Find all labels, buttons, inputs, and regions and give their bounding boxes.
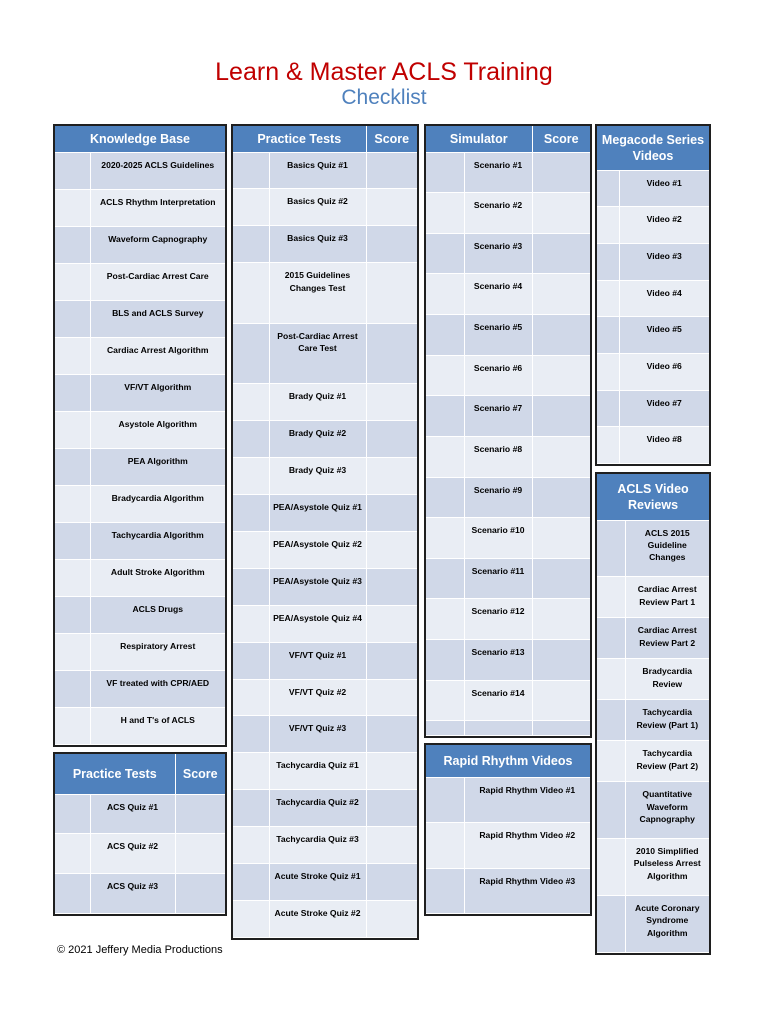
score-cell[interactable] (532, 721, 590, 736)
checklist-row (426, 777, 590, 823)
checkbox-cell[interactable] (55, 448, 90, 485)
simulator-table (426, 126, 590, 736)
simulator-score-heading: Score (532, 126, 590, 152)
item-label: Rapid Rhythm Video #1 (464, 777, 590, 823)
item-label: Rapid Rhythm Video #2 (464, 823, 590, 869)
score-cell[interactable] (532, 640, 590, 681)
item-label: Scenario #3 (464, 233, 532, 274)
checklist-row (597, 243, 709, 280)
score-cell[interactable] (532, 193, 590, 234)
checklist-row (55, 337, 225, 374)
item-label: Respiratory Arrest (90, 633, 225, 670)
score-cell[interactable] (532, 315, 590, 356)
item-label: PEA/Asystole Quiz #4 (269, 605, 366, 642)
checklist-row (597, 353, 709, 390)
checkbox-cell[interactable] (55, 522, 90, 559)
checkbox-cell[interactable] (233, 753, 269, 790)
checkbox-cell[interactable] (597, 427, 619, 464)
item-label: PEA/Asystole Quiz #2 (269, 531, 366, 568)
checklist-row (426, 436, 590, 477)
score-cell[interactable] (532, 680, 590, 721)
item-label: Cardiac Arrest Review Part 1 (625, 577, 709, 618)
checkbox-cell[interactable] (426, 599, 464, 640)
item-label: Video #2 (619, 207, 709, 244)
checkbox-cell[interactable] (426, 680, 464, 721)
item-label: Scenario #4 (464, 274, 532, 315)
acs-practice-tests-heading: Practice Tests (55, 754, 175, 794)
rapid-rhythm-table (426, 745, 590, 914)
item-label: Tachycardia Quiz #2 (269, 790, 366, 827)
item-label: Post-Cardiac Arrest Care (90, 263, 225, 300)
checklist-row (55, 300, 225, 337)
rapid-rhythm-panel (424, 743, 592, 916)
checkbox-cell[interactable] (426, 233, 464, 274)
checkbox-cell[interactable] (597, 170, 619, 207)
item-label: Scenario #12 (464, 599, 532, 640)
item-label: Scenario #10 (464, 518, 532, 559)
checkbox-cell[interactable] (233, 605, 269, 642)
checkbox-cell[interactable] (55, 485, 90, 522)
score-cell[interactable] (366, 679, 417, 716)
checklist-row (233, 323, 417, 384)
checkbox-cell[interactable] (426, 721, 464, 736)
item-label: ACLS Rhythm Interpretation (90, 189, 225, 226)
checkbox-cell[interactable] (597, 782, 625, 839)
item-label: ACLS 2015 Guideline Changes (625, 520, 709, 577)
checkbox-cell[interactable] (55, 374, 90, 411)
checklist-row (55, 707, 225, 744)
item-label: Acute Coronary Syndrome Algorithm (625, 895, 709, 952)
checkbox-cell[interactable] (426, 436, 464, 477)
checkbox-cell[interactable] (55, 411, 90, 448)
megacode-heading: Megacode Series Videos (597, 126, 709, 170)
item-label: Tachycardia Algorithm (90, 522, 225, 559)
item-label: Video #8 (619, 427, 709, 464)
item-label: Scenario #13 (464, 640, 532, 681)
item-label: Post-Cardiac Arrest Care Test (269, 323, 366, 384)
checklist-row (426, 193, 590, 234)
checklist-row (233, 790, 417, 827)
checklist-row (233, 753, 417, 790)
item-label: Brady Quiz #3 (269, 458, 366, 495)
score-cell[interactable] (366, 605, 417, 642)
checklist-row (597, 427, 709, 464)
acs-practice-tests-table (55, 754, 225, 914)
checklist-row (426, 477, 590, 518)
checklist-row (597, 895, 709, 952)
checkbox-cell[interactable] (233, 263, 269, 324)
checklist-row (55, 189, 225, 226)
checkbox-cell[interactable] (597, 577, 625, 618)
item-label: VF/VT Quiz #3 (269, 716, 366, 753)
item-label (464, 721, 532, 736)
score-cell[interactable] (532, 152, 590, 193)
item-label: Bradycardia Review (625, 659, 709, 700)
checklist-row (597, 577, 709, 618)
checkbox-cell[interactable] (233, 384, 269, 421)
item-label: PEA/Asystole Quiz #3 (269, 568, 366, 605)
item-label: ACS Quiz #1 (90, 794, 175, 834)
checklist-row (597, 782, 709, 839)
acs-score-heading: Score (175, 754, 225, 794)
checkbox-cell[interactable] (233, 716, 269, 753)
checkbox-cell[interactable] (233, 152, 269, 189)
checklist-row (597, 659, 709, 700)
item-label: Quantitative Waveform Capnography (625, 782, 709, 839)
checklist-row (233, 642, 417, 679)
checkbox-cell[interactable] (597, 700, 625, 741)
checklist-row (426, 823, 590, 869)
item-label: Brady Quiz #2 (269, 421, 366, 458)
checkbox-cell[interactable] (55, 152, 90, 189)
item-label: Scenario #14 (464, 680, 532, 721)
score-cell[interactable] (532, 477, 590, 518)
checklist-row (233, 827, 417, 864)
checkbox-cell[interactable] (426, 777, 464, 823)
checkbox-cell[interactable] (597, 895, 625, 952)
item-label: Adult Stroke Algorithm (90, 559, 225, 596)
item-label: H and T's of ACLS (90, 707, 225, 744)
checklist-row (55, 559, 225, 596)
item-label: ACS Quiz #2 (90, 834, 175, 874)
checkbox-cell[interactable] (426, 396, 464, 437)
item-label: 2020-2025 ACLS Guidelines (90, 152, 225, 189)
score-cell[interactable] (366, 642, 417, 679)
checkbox-cell[interactable] (55, 337, 90, 374)
score-cell[interactable] (366, 790, 417, 827)
checklist-row (233, 864, 417, 901)
item-label: Bradycardia Algorithm (90, 485, 225, 522)
checkbox-cell[interactable] (597, 243, 619, 280)
checklist-row (597, 839, 709, 896)
checklist-row (233, 605, 417, 642)
checklist-row (55, 263, 225, 300)
checkbox-cell[interactable] (233, 679, 269, 716)
checklist-row (55, 834, 225, 874)
checkbox-cell[interactable] (426, 558, 464, 599)
checkbox-cell[interactable] (233, 495, 269, 532)
checkbox-cell[interactable] (55, 874, 90, 914)
checkbox-cell[interactable] (233, 226, 269, 263)
score-cell[interactable] (366, 495, 417, 532)
checklist-row (55, 411, 225, 448)
checklist-row (597, 741, 709, 782)
checklist-row (55, 522, 225, 559)
checkbox-cell[interactable] (55, 263, 90, 300)
checklist-row (426, 599, 590, 640)
checkbox-cell[interactable] (426, 868, 464, 914)
checkbox-cell[interactable] (426, 193, 464, 234)
checkbox-cell[interactable] (426, 477, 464, 518)
checklist-row (233, 152, 417, 189)
checkbox-cell[interactable] (426, 152, 464, 193)
checkbox-cell[interactable] (233, 458, 269, 495)
acs-practice-tests-panel (53, 752, 227, 916)
checkbox-cell[interactable] (597, 741, 625, 782)
score-cell[interactable] (366, 900, 417, 937)
checklist-row (426, 518, 590, 559)
item-label: ACS Quiz #3 (90, 874, 175, 914)
checklist-row (426, 558, 590, 599)
checklist-row (597, 207, 709, 244)
checkbox-cell[interactable] (597, 520, 625, 577)
checklist-row (233, 263, 417, 324)
checklist-row (597, 520, 709, 577)
score-cell[interactable] (366, 753, 417, 790)
checklist-row (597, 170, 709, 207)
checkbox-cell[interactable] (55, 834, 90, 874)
score-cell[interactable] (366, 827, 417, 864)
score-cell[interactable] (366, 263, 417, 324)
item-label: Scenario #5 (464, 315, 532, 356)
megacode-panel (595, 124, 711, 466)
checkbox-cell[interactable] (55, 670, 90, 707)
item-label: Cardiac Arrest Review Part 2 (625, 618, 709, 659)
knowledge-base-heading: Knowledge Base (55, 126, 225, 152)
item-label: Video #6 (619, 353, 709, 390)
score-cell[interactable] (532, 355, 590, 396)
checklist-row (55, 794, 225, 834)
checklist-row (233, 421, 417, 458)
item-label: Tachycardia Quiz #3 (269, 827, 366, 864)
score-cell[interactable] (366, 421, 417, 458)
checkbox-cell[interactable] (426, 274, 464, 315)
checkbox-cell[interactable] (597, 280, 619, 317)
checkbox-cell[interactable] (55, 633, 90, 670)
checklist-row (55, 596, 225, 633)
checkbox-cell[interactable] (55, 300, 90, 337)
practice-tests-panel (231, 124, 419, 940)
checklist-row (233, 458, 417, 495)
score-cell[interactable] (532, 518, 590, 559)
checklist-row (426, 274, 590, 315)
item-label: ACLS Drugs (90, 596, 225, 633)
checkbox-cell[interactable] (55, 794, 90, 834)
item-label: Video #7 (619, 390, 709, 427)
checkbox-cell[interactable] (233, 421, 269, 458)
checklist-row (55, 485, 225, 522)
checkbox-cell[interactable] (597, 839, 625, 896)
checkbox-cell[interactable] (233, 323, 269, 384)
item-label: Acute Stroke Quiz #1 (269, 864, 366, 901)
checklist-row (55, 226, 225, 263)
item-label: Basics Quiz #2 (269, 189, 366, 226)
checklist-row (426, 680, 590, 721)
video-reviews-table (597, 474, 709, 953)
checklist-row (426, 355, 590, 396)
score-cell[interactable] (366, 864, 417, 901)
checkbox-cell[interactable] (426, 823, 464, 869)
simulator-panel (424, 124, 592, 738)
simulator-heading: Simulator (426, 126, 532, 152)
score-cell[interactable] (366, 152, 417, 189)
checklist-row (233, 531, 417, 568)
checklist-row (426, 721, 590, 736)
item-label: Scenario #7 (464, 396, 532, 437)
checkbox-cell[interactable] (233, 642, 269, 679)
checklist-row (597, 390, 709, 427)
checkbox-cell[interactable] (55, 707, 90, 744)
checklist-row (597, 317, 709, 354)
checkbox-cell[interactable] (597, 353, 619, 390)
checkbox-cell[interactable] (426, 518, 464, 559)
checklist-row (233, 568, 417, 605)
knowledge-base-table (55, 126, 225, 745)
item-label: Scenario #8 (464, 436, 532, 477)
item-label: 2015 Guidelines Changes Test (269, 263, 366, 324)
checklist-row (55, 152, 225, 189)
checklist-row (597, 618, 709, 659)
item-label: VF/VT Quiz #1 (269, 642, 366, 679)
video-reviews-panel (595, 472, 711, 955)
score-cell[interactable] (175, 794, 225, 834)
item-label: Scenario #6 (464, 355, 532, 396)
item-label: Basics Quiz #1 (269, 152, 366, 189)
checkbox-cell[interactable] (55, 189, 90, 226)
checklist-row (426, 396, 590, 437)
checklist-row (233, 495, 417, 532)
item-label: VF/VT Quiz #2 (269, 679, 366, 716)
checklist-row (55, 874, 225, 914)
item-label: VF/VT Algorithm (90, 374, 225, 411)
score-cell[interactable] (175, 834, 225, 874)
checklist-row (55, 670, 225, 707)
item-label: Rapid Rhythm Video #3 (464, 868, 590, 914)
score-cell[interactable] (532, 274, 590, 315)
checklist-row (55, 374, 225, 411)
item-label: Basics Quiz #3 (269, 226, 366, 263)
score-cell[interactable] (366, 458, 417, 495)
item-label: Tachycardia Review (Part 1) (625, 700, 709, 741)
checkbox-cell[interactable] (233, 790, 269, 827)
score-cell[interactable] (366, 189, 417, 226)
item-label: PEA/Asystole Quiz #1 (269, 495, 366, 532)
checklist-row (233, 679, 417, 716)
item-label: BLS and ACLS Survey (90, 300, 225, 337)
checklist-row (55, 633, 225, 670)
item-label: Asystole Algorithm (90, 411, 225, 448)
item-label: Cardiac Arrest Algorithm (90, 337, 225, 374)
score-cell[interactable] (366, 568, 417, 605)
score-cell[interactable] (532, 396, 590, 437)
item-label: VF treated with CPR/AED (90, 670, 225, 707)
checkbox-cell[interactable] (426, 640, 464, 681)
checkbox-cell[interactable] (55, 226, 90, 263)
checkbox-cell[interactable] (597, 659, 625, 700)
checkbox-cell[interactable] (597, 390, 619, 427)
item-label: Scenario #2 (464, 193, 532, 234)
checkbox-cell[interactable] (597, 317, 619, 354)
score-cell[interactable] (366, 226, 417, 263)
practice-tests-table (233, 126, 417, 938)
checklist-row (426, 868, 590, 914)
knowledge-base-panel (53, 124, 227, 747)
score-cell[interactable] (366, 384, 417, 421)
checklist-row (597, 280, 709, 317)
checklist-row (233, 716, 417, 753)
checklist-row (426, 315, 590, 356)
checklist-row (426, 152, 590, 193)
checkbox-cell[interactable] (426, 355, 464, 396)
checklist-row (55, 448, 225, 485)
checklist-row (426, 640, 590, 681)
item-label: Brady Quiz #1 (269, 384, 366, 421)
item-label: Video #5 (619, 317, 709, 354)
item-label: Tachycardia Quiz #1 (269, 753, 366, 790)
item-label: Acute Stroke Quiz #2 (269, 900, 366, 937)
score-cell[interactable] (366, 531, 417, 568)
checklist-row (426, 233, 590, 274)
checkbox-cell[interactable] (233, 864, 269, 901)
item-label: Video #4 (619, 280, 709, 317)
score-cell[interactable] (366, 716, 417, 753)
checkbox-cell[interactable] (55, 596, 90, 633)
score-cell[interactable] (175, 874, 225, 914)
rapid-rhythm-heading: Rapid Rhythm Videos (426, 745, 590, 777)
video-reviews-heading: ACLS Video Reviews (597, 474, 709, 520)
item-label: Tachycardia Review (Part 2) (625, 741, 709, 782)
checkbox-cell[interactable] (233, 827, 269, 864)
practice-tests-heading: Practice Tests (233, 126, 366, 152)
practice-score-heading: Score (366, 126, 417, 152)
score-cell[interactable] (532, 558, 590, 599)
checklist-row (233, 384, 417, 421)
score-cell[interactable] (532, 233, 590, 274)
item-label: PEA Algorithm (90, 448, 225, 485)
checkbox-cell[interactable] (597, 618, 625, 659)
checklist-row (233, 226, 417, 263)
checkbox-cell[interactable] (55, 559, 90, 596)
item-label: Video #3 (619, 243, 709, 280)
score-cell[interactable] (532, 436, 590, 477)
megacode-table (597, 126, 709, 464)
page-title: Learn & Master ACLS Training (215, 58, 553, 86)
checkbox-cell[interactable] (233, 568, 269, 605)
item-label: Scenario #1 (464, 152, 532, 193)
copyright-footer: © 2021 Jeffery Media Productions (57, 944, 223, 956)
checkbox-cell[interactable] (597, 207, 619, 244)
item-label: Scenario #11 (464, 558, 532, 599)
item-label: Video #1 (619, 170, 709, 207)
item-label: Scenario #9 (464, 477, 532, 518)
checklist-row (597, 700, 709, 741)
checklist-row (233, 189, 417, 226)
item-label: 2010 Simplified Pulseless Arrest Algorithm (625, 839, 709, 896)
page-subtitle: Checklist (341, 86, 427, 109)
checkbox-cell[interactable] (233, 189, 269, 226)
checkbox-cell[interactable] (233, 531, 269, 568)
checkbox-cell[interactable] (233, 900, 269, 937)
checklist-row (233, 900, 417, 937)
item-label: Waveform Capnography (90, 226, 225, 263)
score-cell[interactable] (532, 599, 590, 640)
score-cell[interactable] (366, 323, 417, 384)
checkbox-cell[interactable] (426, 315, 464, 356)
